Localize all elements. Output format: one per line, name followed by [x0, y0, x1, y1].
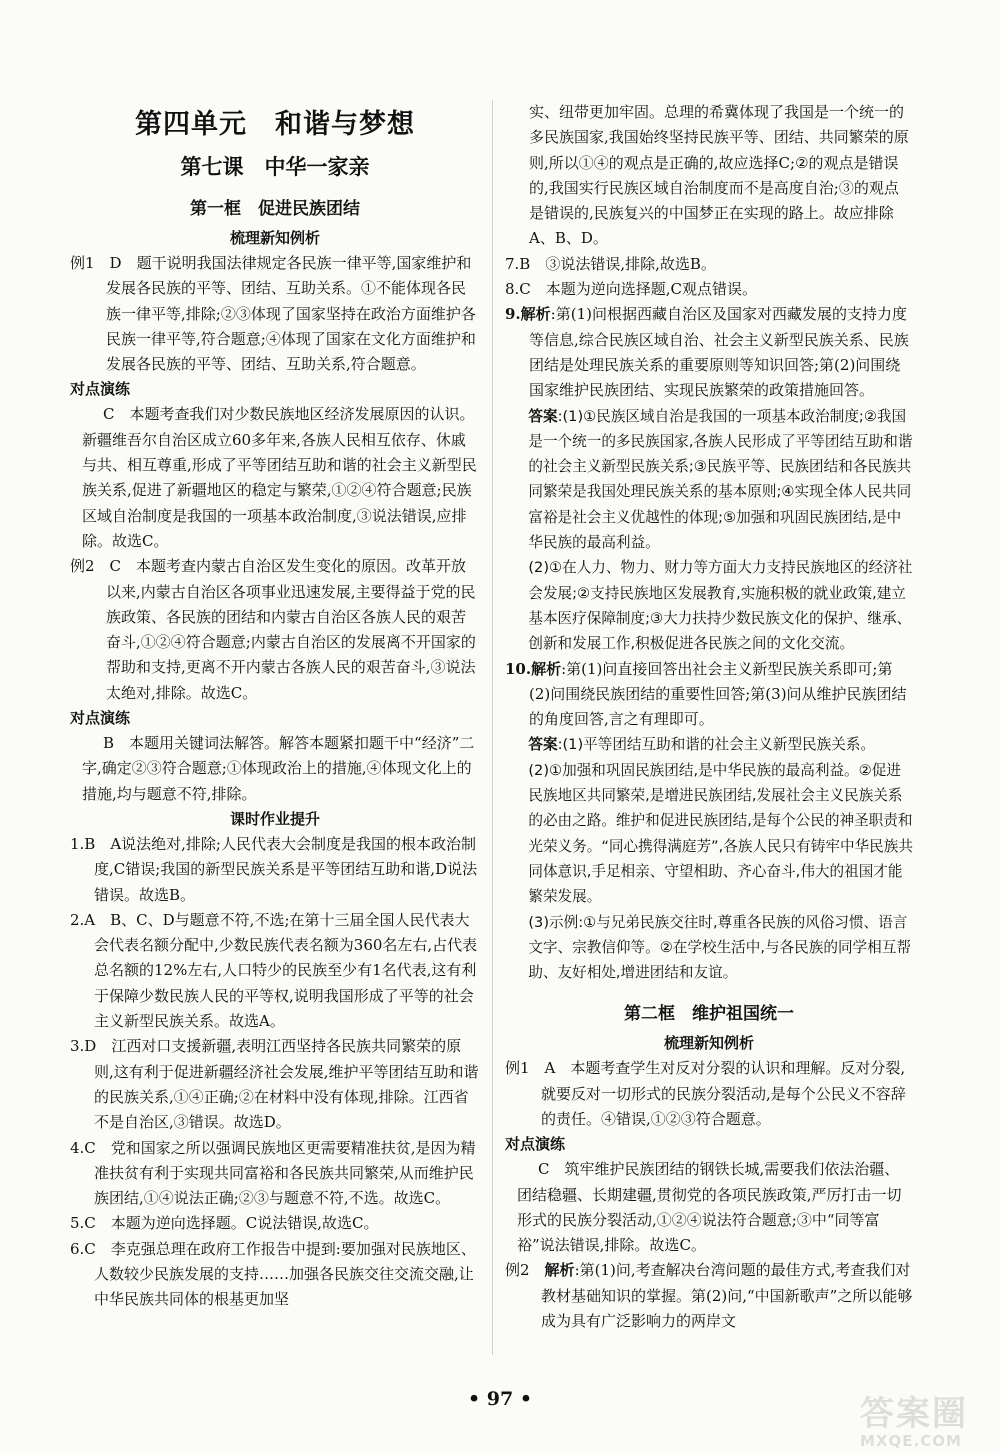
- watermark-text: 答案圈: [860, 1394, 968, 1434]
- page-number: • 97 •: [468, 1388, 532, 1410]
- question-answer: 2.A B、C、D与题意不符,不选;在第十三届全国人民代表大会代表名额分配中,少数民族代表名额为360名左右,占代表总名额的12%左右,人口特少的民族至少有1名代表,这有利于保障少数民族人民的平等权,说明我国形成了平等的社会主义新型民族关系。故选A。: [70, 910, 478, 1031]
- analysis-label: 10.解析: [505, 659, 562, 678]
- question-answer: 1.B A说法绝对,排除;人民代表大会制度是我国的根本政治制度,C错误;我国的新型民族关系是平等团结互助和谐,D说法错误。故选B。: [70, 834, 478, 904]
- analysis-text: :第(1)问,考查解决台湾问题的最佳方式,考查我们对教材基础知识的掌握。第(2)问,“中国新歌声”之所以能够成为具有广泛影响力的两岸文: [541, 1261, 913, 1331]
- answer-text: (2)①加强和巩固民族团结,是中华民族的最高利益。②促进民族地区共同繁荣,是增进民族团结,发展社会主义民族关系的必由之路。维护和促进民族团结,是每个公民的神圣职责和光荣义务。“同心携得满庭芳”,各族人民只有铸牢中华民族共同体意识,手足相亲、守望相助、齐心奋斗,伟大的祖国才能繁荣发展。: [528, 761, 913, 906]
- section-heading: 梳理新知例析: [229, 229, 320, 247]
- frame-title: 第二框 维护祖国统一: [624, 1004, 794, 1025]
- answer-text: (2)①在人力、物力、财力等方面大力支持民族地区的经济社会发展;②支持民族地区发展教育,实施积极的就业政策,建立基本医疗保障制度;③大力扶持少数民族文化的保护、继承、创新和发展工作,积极促进各民族之间的文化交流。: [528, 559, 913, 653]
- answer-block: [505, 404, 913, 556]
- practice-heading: 对点演练: [70, 380, 131, 399]
- question-answer: 4.C 党和国家之所以强调民族地区更需要精准扶贫,是因为精准扶贫有利于实现共同富裕和各民族共同繁荣,从而维护民族团结,①④说法正确;②③与题意不符,不选。故选C。: [70, 1138, 476, 1208]
- practice-answer: C 本题考查我们对少数民族地区经济发展原因的认识。新疆维吾尔自治区成立60多年来,各族人民相互依存、休戚与共、相互尊重,形成了平等团结互助和谐的社会主义新型民族关系,促进了新疆地区的稳定与繁荣,①②④符合题意;民族区域自治制度是我国的一项基本政治制度,③说法错误,应排除。故选C。: [82, 405, 477, 550]
- example-answer: 例1 A 本题考查学生对反对分裂的认识和理解。反对分裂,就要反对一切形式的民族分裂活动,是每个公民义不容辞的责任。④错误,①②③符合题意。: [505, 1059, 906, 1128]
- section-heading: 课时作业提升: [229, 809, 320, 828]
- answer-block: [505, 732, 913, 757]
- question-answer: 8.C 本题为逆向选择题,C观点错误。: [505, 280, 758, 299]
- watermark-url: MXQE.COM: [860, 1432, 962, 1450]
- practice-answer: C 筑牢维护民族团结的钢铁长城,需要我们依法治疆、团结稳疆、长期建疆,贯彻党的各项民族政策,严厉打击一切形式的民族分裂活动,①②④说法符合题意;③中“同等富裕”说法错误,排除。故选C。: [517, 1160, 902, 1255]
- question-answer: 6.C 李克强总理在政府工作报告中提到:要加强对民族地区、人数较少民族发展的支持……加强各民族交往交流交融,让中华民族共同体的根基更加坚: [70, 1239, 476, 1309]
- answer-label: 答案: [528, 407, 558, 425]
- frame-title: 第一框 促进民族团结: [190, 199, 360, 219]
- left-column: [70, 100, 480, 1313]
- answer-text: :(1)①民族区域自治是我国的一项基本政治制度;②我国是一个统一的多民族国家,各族人民形成了平等团结互助和谐的社会主义新型民族关系;③民族平等、民族团结和各民族共同繁荣是我国处理民族关系的基本原则;④实现全体人民共同富裕是社会主义优越性的体现;⑤加强和巩固民族团结,是中华民族的最高利益。: [528, 407, 913, 552]
- answer-text: (3)示例:①与兄弟民族交往时,尊重各民族的风俗习惯、语言文字、宗教信仰等。②在学校生活中,与各民族的同学相互帮助、友好相处,增进团结和友谊。: [528, 913, 911, 982]
- example-answer: 例2 C 本题考查内蒙古自治区发生变化的原因。改革开放以来,内蒙古自治区各项事业迅速发展,主要得益于党的民族政策、各民族的团结和内蒙古自治区各族人民的艰苦奋斗,①②④符合题意;内蒙古自治区的发展离不开国家的帮助和支持,更离不开内蒙古各族人民的艰苦奋斗,③说法太绝对,排除。故选C。: [70, 557, 476, 702]
- lesson-title: 第七课 中华一家亲: [180, 154, 370, 179]
- analysis-text: :第(1)问直接回答出社会主义新型民族关系即可;第(2)问围绕民族团结的重要性回答;第(3)问从维护民族团结的角度回答,言之有理即可。: [529, 659, 907, 729]
- answer-text: :(1)平等团结互助和谐的社会主义新型民族关系。: [557, 736, 876, 754]
- column-divider: [492, 100, 493, 1355]
- analysis-label: 9.解析: [505, 305, 551, 324]
- unit-title: 第四单元 和谐与梦想: [135, 109, 415, 140]
- example-head: 例2: [505, 1261, 545, 1280]
- practice-heading: 对点演练: [70, 709, 131, 728]
- section-heading: 梳理新知例析: [663, 1034, 754, 1053]
- practice-heading: 对点演练: [505, 1135, 566, 1154]
- right-column: [505, 100, 913, 1334]
- question-answer: 7.B ③说法错误,排除,故选B。: [505, 254, 716, 273]
- question-analysis: [505, 302, 913, 403]
- question-answer: 5.C 本题为逆向选择题。C说法错误,故选C。: [70, 1214, 379, 1233]
- practice-answer: B 本题用关键词法解答。解答本题紧扣题干中“经济”二字,确定②③符合题意;①体现政治上的措施,④体现文化上的措施,均与题意不符,排除。: [82, 734, 475, 803]
- example-analysis: [505, 1258, 913, 1334]
- analysis-text: :第(1)问根据西藏自治区及国家对西藏发展的支持力度等信息,综合民族区域自治、社会主义新型民族关系、民族团结是处理民族关系的重要原则等知识回答;第(2)问围绕国家维护民族团结、实现民族繁荣的政策措施回答。: [529, 305, 909, 400]
- question-answer: 3.D 江西对口支援新疆,表明江西坚持各民族共同繁荣的原则,这有利于促进新疆经济社会发展,维护平等团结互助和谐的民族关系,①④正确;②在材料中没有体现,排除。江西省不是自治区,③错误。故选D。: [70, 1037, 479, 1132]
- example-answer: 例1 D 题干说明我国法律规定各民族一律平等,国家维护和发展各民族的平等、团结、互助关系。①不能体现各民族一律平等,排除;②③体现了国家坚持在政治方面维护各民族一律平等,符合题意;④体现了国家在文化方面维护和发展各民族的平等、团结、互助关系,符合题意。: [70, 254, 476, 374]
- question-answer-continued: 实、纽带更加牢固。总理的希冀体现了我国是一个统一的多民族国家,我国始终坚持民族平等、团结、共同繁荣的原则,所以①④的观点是正确的,故应选择C;②的观点是错误的,我国实行民族区域自治制度而不是高度自治;③的观点是错误的,民族复兴的中国梦正在实现的路上。故应排除A、B、D。: [529, 103, 909, 248]
- answer-label: 答案: [528, 736, 558, 754]
- analysis-label: 解析: [544, 1261, 575, 1280]
- watermark-logo: [860, 1395, 990, 1450]
- question-analysis: [505, 657, 913, 733]
